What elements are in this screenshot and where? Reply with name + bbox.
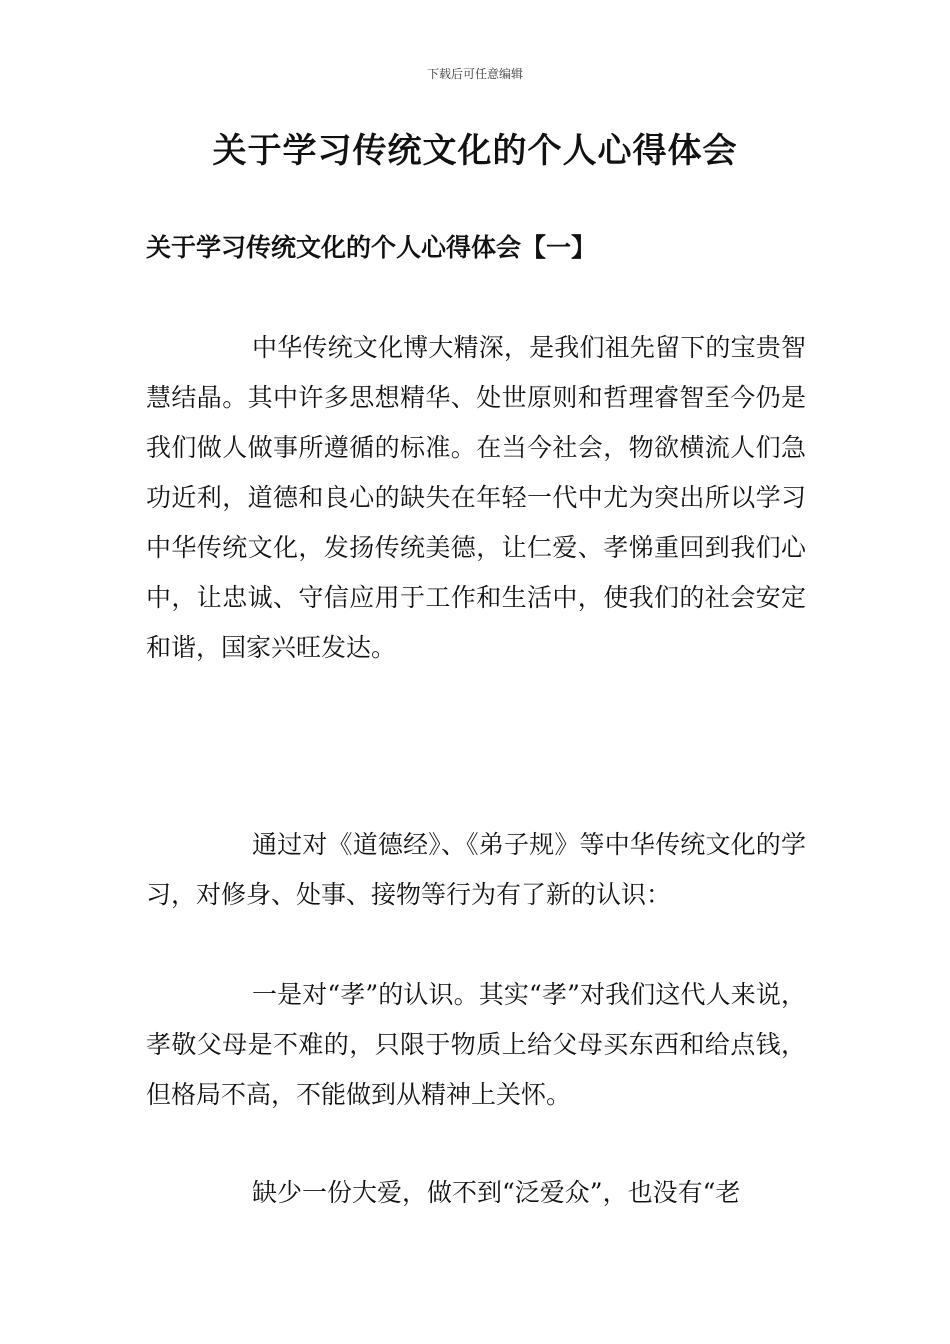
section-heading: 关于学习传统文化的个人心得体会【一】: [146, 233, 597, 262]
document-title: 关于学习传统文化的个人心得体会: [212, 131, 738, 171]
header-note: 下载后可任意编辑: [426, 67, 523, 81]
body-paragraph-3: 一是对“孝”的认识。其实“孝”对我们这代人来说，孝敬父母是不难的，只限于物质上给父母买东西和给点钱，但格局不高，不能做到从精神上关怀。: [146, 980, 806, 1109]
body-paragraph-4: 缺少一份大爱，做不到“泛爱众”，也没有“老: [252, 1178, 741, 1207]
body-paragraph-2: 通过对《道德经》、《弟子规》等中华传统文化的学习，对修身、处事、接物等行为有了新的认识：: [146, 830, 806, 909]
body-paragraph-1: 中华传统文化博大精深，是我们祖先留下的宝贵智慧结晶。其中许多思想精华、处世原则和哲理睿智至今仍是我们做人做事所遵循的标准。在当今社会，物欲横流人们急功近利，道德和良心的缺失在年轻一代中尤为突出所以学习中华传统文化，发扬传统美德，让仁爱、孝悌重回到我们心中，让忠诚、守信应用于工作和生活中，使我们的社会安定和谐，国家兴旺发达。: [146, 333, 806, 662]
